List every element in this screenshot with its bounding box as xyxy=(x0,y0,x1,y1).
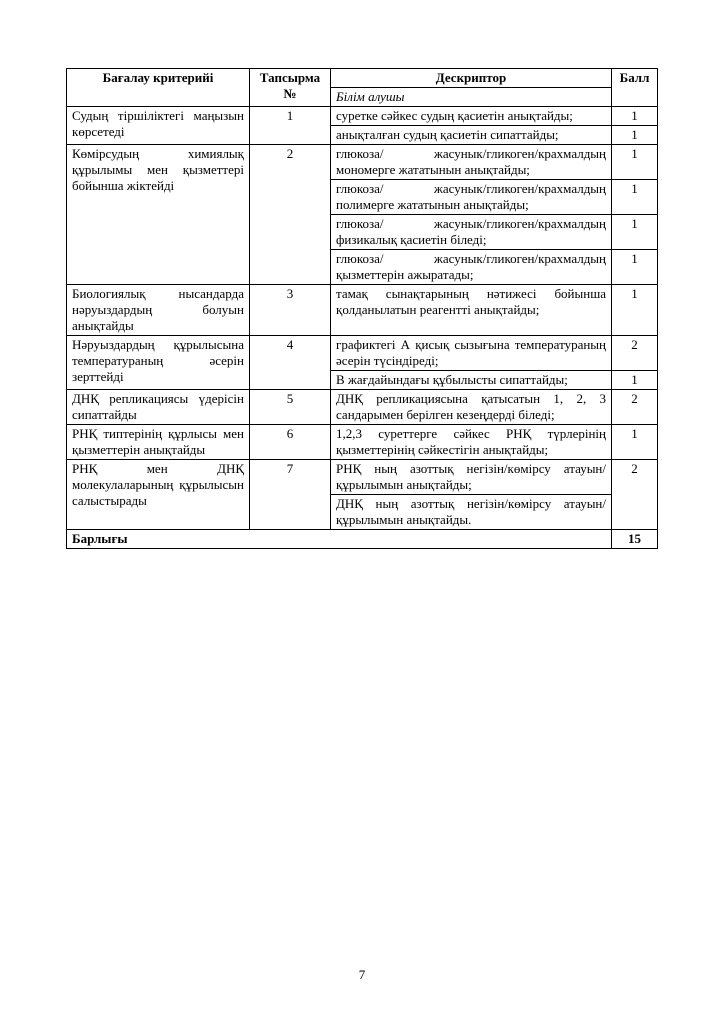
subheader-student: Білім алушы xyxy=(331,88,612,107)
descriptor-cell: глюкоза/ жасунык/гликоген/крахмалдың мономерге жататынын анықтайды; xyxy=(331,145,612,180)
header-points: Балл xyxy=(612,69,658,107)
header-task-label: Тапсырма xyxy=(259,70,321,85)
descriptor-cell: суретке сәйкес судың қасиетін анықтайды; xyxy=(331,107,612,126)
descriptor-cell: графиктегі А қисық сызығына температураның әсерін түсіндіреді; xyxy=(331,336,612,371)
total-row xyxy=(67,530,658,549)
descriptor-cell: анықталған судың қасиетін сипаттайды; xyxy=(331,126,612,145)
table-row xyxy=(67,425,658,460)
descriptor-cell: В жағдайындағы құбылысты сипаттайды; xyxy=(331,371,612,390)
header-descriptor: Дескриптор xyxy=(331,69,612,88)
points-cell: 1 xyxy=(612,371,658,390)
criterion-cell: Биологиялық нысандарда нәруыздардың болуын анықтайды xyxy=(67,285,250,336)
table-row xyxy=(67,145,658,180)
points-cell: 1 xyxy=(612,180,658,215)
descriptor-cell: РНҚ ның азоттық негізін/көмірсу атауын/құрылымын анықтайды; xyxy=(331,460,612,495)
points-cell: 1 xyxy=(612,285,658,336)
points-cell: 1 xyxy=(612,425,658,460)
task-number-cell: 7 xyxy=(250,460,331,530)
header-criterion: Бағалау критерийі xyxy=(67,69,250,107)
descriptor-cell: 1,2,3 суреттерге сәйкес РНҚ түрлерінің қызметтерінің сәйкестігін анықтайды; xyxy=(331,425,612,460)
descriptor-cell: глюкоза/ жасунык/гликоген/крахмалдың физикалық қасиетін біледі; xyxy=(331,215,612,250)
points-cell: 1 xyxy=(612,215,658,250)
criterion-cell: Судың тіршіліктегі маңызын көрсетеді xyxy=(67,107,250,145)
task-number-cell: 6 xyxy=(250,425,331,460)
points-cell: 1 xyxy=(612,126,658,145)
page-number: 7 xyxy=(358,967,366,982)
descriptor-cell: тамақ сынақтарының нәтижесі бойынша қолданылатын реагентті анықтайды; xyxy=(331,285,612,336)
descriptor-cell: глюкоза/ жасунык/гликоген/крахмалдың қызметтерін ажыратады; xyxy=(331,250,612,285)
criterion-cell: ДНҚ репликациясы үдерісін сипаттайды xyxy=(67,390,250,425)
points-cell: 2 xyxy=(612,336,658,371)
criterion-cell: Көмірсудың химиялық құрылымы мен қызметтері бойынша жіктейді xyxy=(67,145,250,285)
task-number-cell: 4 xyxy=(250,336,331,390)
task-number-cell: 5 xyxy=(250,390,331,425)
total-label: Барлығы xyxy=(67,530,612,549)
task-number-cell: 3 xyxy=(250,285,331,336)
points-cell: 1 xyxy=(612,107,658,126)
points-cell: 1 xyxy=(612,145,658,180)
header-task-number-sign: № xyxy=(283,86,297,101)
criterion-cell: РНҚ мен ДНҚ молекулаларының құрылысын салыстырады xyxy=(67,460,250,530)
assessment-rubric-table xyxy=(66,68,658,549)
task-number-cell: 2 xyxy=(250,145,331,285)
header-task xyxy=(250,69,331,107)
criterion-cell: Нәруыздардың құрылысына температураның әсерін зерттейді xyxy=(67,336,250,390)
table-row xyxy=(67,390,658,425)
criterion-cell: РНҚ типтерінің құрлысы мен қызметтерін анықтайды xyxy=(67,425,250,460)
table-row xyxy=(67,460,658,495)
table-row xyxy=(67,336,658,371)
table-row xyxy=(67,285,658,336)
header-row xyxy=(67,69,658,88)
descriptor-cell: ДНҚ репликациясына қатысатын 1, 2, 3 сандарымен берілген кезеңдерді біледі; xyxy=(331,390,612,425)
descriptor-cell: глюкоза/ жасунык/гликоген/крахмалдың полимерге жататынын анықтайды; xyxy=(331,180,612,215)
table-row xyxy=(67,107,658,126)
total-points: 15 xyxy=(612,530,658,549)
points-cell: 1 xyxy=(612,250,658,285)
descriptor-cell: ДНҚ ның азоттық негізін/көмірсу атауын/құрылымын анықтайды. xyxy=(331,495,612,530)
task-number-cell: 1 xyxy=(250,107,331,145)
points-cell: 2 xyxy=(612,390,658,425)
points-cell: 2 xyxy=(612,460,658,530)
